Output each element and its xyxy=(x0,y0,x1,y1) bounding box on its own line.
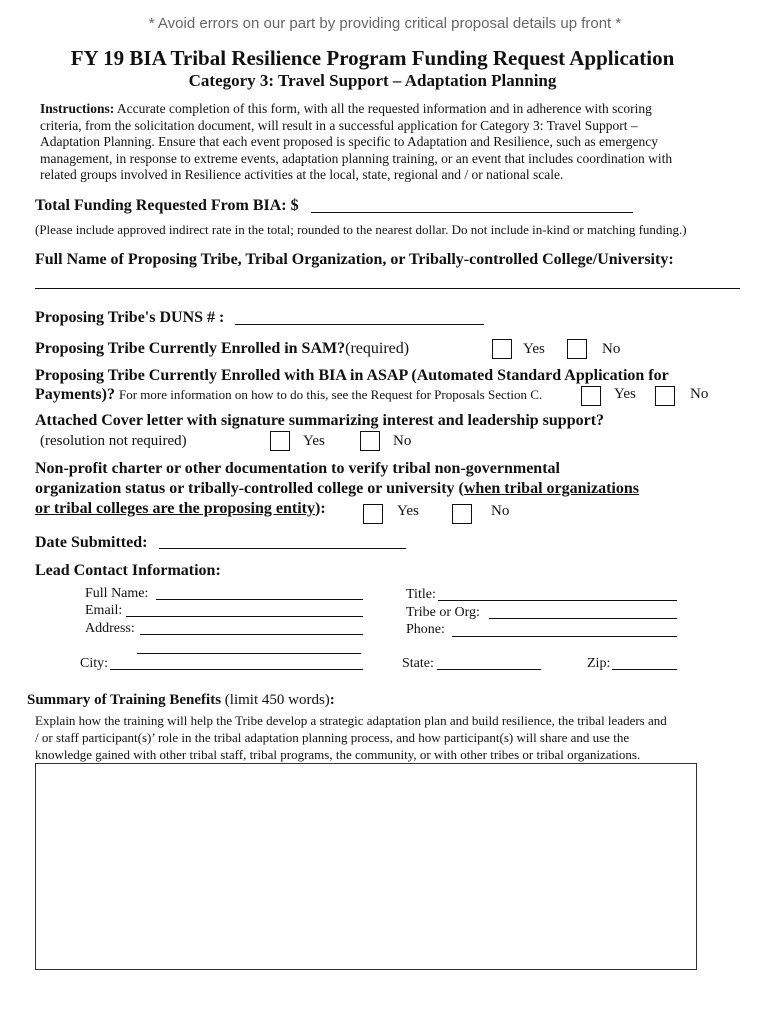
contact-email-label: Email: xyxy=(85,603,123,618)
summary-instructions xyxy=(35,712,755,763)
summary-text-area[interactable] xyxy=(35,763,697,970)
page-subtitle: Category 3: Travel Support – Adaptation Planning xyxy=(188,71,557,90)
sam-yes-label: Yes xyxy=(523,341,545,357)
nonprofit-question-line-1: Non-profit charter or other documentation to verify tribal non-governmental xyxy=(35,460,560,477)
cover-letter-question: Attached Cover letter with signature summarizing interest and leadership support? xyxy=(35,412,605,429)
nonprofit-no-checkbox[interactable] xyxy=(452,504,472,524)
contact-phone-label: Phone: xyxy=(406,622,445,637)
instructions-line-5: related groups involved in Resilience activities at the local, state, regional and / or national scale. xyxy=(40,167,564,182)
contact-state-label: State: xyxy=(402,656,434,671)
contact-city-field[interactable] xyxy=(110,669,363,670)
contact-address-field[interactable] xyxy=(140,634,363,635)
cover-no-checkbox[interactable] xyxy=(360,431,380,451)
full-name-label: Full Name of Proposing Tribe, Tribal Organization, or Tribally-controlled College/University: xyxy=(35,251,674,268)
contact-tribe-org-field[interactable] xyxy=(489,618,677,619)
page-title: FY 19 BIA Tribal Resilience Program Funding Request Application xyxy=(70,46,675,70)
cover-yes-checkbox[interactable] xyxy=(270,431,290,451)
asap-yes-checkbox[interactable] xyxy=(581,386,601,406)
nonprofit-line-3-text: ): xyxy=(314,500,326,517)
nonprofit-yes-checkbox[interactable] xyxy=(363,504,383,524)
full-name-field[interactable] xyxy=(35,288,740,289)
nonprofit-no-label: No xyxy=(491,503,510,519)
sam-question xyxy=(35,340,409,358)
summary-heading-bold: Summary of Training Benefits xyxy=(27,692,222,708)
lead-contact-heading: Lead Contact Information: xyxy=(35,562,221,579)
contact-phone-field[interactable] xyxy=(452,636,677,637)
nonprofit-yes-label: Yes xyxy=(397,503,419,519)
sam-required: (required) xyxy=(345,340,410,357)
contact-state-field[interactable] xyxy=(437,669,541,670)
duns-label: Proposing Tribe's DUNS # : xyxy=(35,309,225,326)
cover-letter-note: (resolution not required) xyxy=(40,433,187,449)
contact-full-name-label: Full Name: xyxy=(85,586,149,601)
summary-heading-colon: : xyxy=(329,692,335,708)
contact-city-label: City: xyxy=(80,656,109,671)
asap-yes-label: Yes xyxy=(614,386,636,402)
contact-address-label: Address: xyxy=(85,621,135,636)
contact-address-line-2-field[interactable] xyxy=(137,653,361,654)
cover-no-label: No xyxy=(393,433,412,449)
nonprofit-line-3-underlined: or tribal colleges are the proposing entity xyxy=(35,500,315,517)
nonprofit-question-line-3 xyxy=(35,500,326,518)
summary-line-3: knowledge gained with other tribal staff, tribal programs, the community, or with other tribes or tribal organizations. xyxy=(35,747,641,762)
sam-no-checkbox[interactable] xyxy=(567,339,587,359)
contact-title-field[interactable] xyxy=(438,600,677,601)
banner-note: * Avoid errors on our part by providing critical proposal details up front * xyxy=(148,15,622,32)
nonprofit-line-2-text: organization status or tribally-controlled college or university ( xyxy=(35,480,464,497)
asap-question-line-2 xyxy=(35,386,542,404)
asap-question-line-1: Proposing Tribe Currently Enrolled with BIA in ASAP (Automated Standard Application for xyxy=(35,367,669,384)
date-submitted-label: Date Submitted: xyxy=(35,534,148,551)
contact-full-name-field[interactable] xyxy=(156,599,363,600)
funding-amount-field[interactable] xyxy=(311,212,633,213)
duns-field[interactable] xyxy=(235,324,484,325)
summary-heading-limit: (limit 450 words) xyxy=(221,692,330,708)
sam-no-label: No xyxy=(602,341,621,357)
instructions-label: Instructions: xyxy=(40,101,115,116)
date-submitted-field[interactable] xyxy=(159,548,406,549)
sam-yes-checkbox[interactable] xyxy=(492,339,512,359)
contact-title-label: Title: xyxy=(406,587,436,602)
instructions-line-3: Adaptation Planning. Ensure that each event proposed is specific to Adaptation and Resilience, such as emergency xyxy=(40,134,658,149)
instructions-line-2: criteria, from the solicitation document, will result in a successful application for Category 3: Travel Support – xyxy=(40,117,638,133)
asap-note: For more information on how to do this, see the Request for Proposals Section C. xyxy=(118,387,543,402)
instructions-block xyxy=(40,101,760,184)
funding-note: (Please include approved indirect rate in the total; rounded to the nearest dollar. Do not include in-kind or matching funding.) xyxy=(35,222,687,237)
contact-email-field[interactable] xyxy=(126,616,363,617)
contact-zip-label: Zip: xyxy=(587,656,611,671)
asap-no-label: No xyxy=(690,386,709,402)
summary-line-1: Explain how the training will help the Tribe develop a strategic adaptation plan and build resilience, the tribal leaders and xyxy=(35,713,667,728)
contact-zip-field[interactable] xyxy=(612,669,677,670)
nonprofit-question-line-2 xyxy=(35,480,639,498)
nonprofit-line-2-underlined: when tribal organizations xyxy=(463,480,639,497)
summary-heading xyxy=(27,692,335,709)
contact-tribe-org-label: Tribe or Org: xyxy=(406,605,480,620)
cover-yes-label: Yes xyxy=(303,433,325,449)
funding-label: Total Funding Requested From BIA: $ xyxy=(35,197,299,214)
summary-line-2: / or staff participant(s)’ role in the tribal adaptation planning process, and how participant(s) will share and use the xyxy=(35,730,630,745)
asap-payments-label: Payments)? xyxy=(35,386,115,403)
asap-no-checkbox[interactable] xyxy=(655,386,675,406)
sam-label: Proposing Tribe Currently Enrolled in SAM? xyxy=(35,340,346,357)
instructions-line-4: management, in response to extreme events, adaptation planning training, or an event that includes coordination with xyxy=(40,150,673,166)
instructions-line-1: Accurate completion of this form, with all the requested information and in adherence with scoring xyxy=(116,101,652,116)
